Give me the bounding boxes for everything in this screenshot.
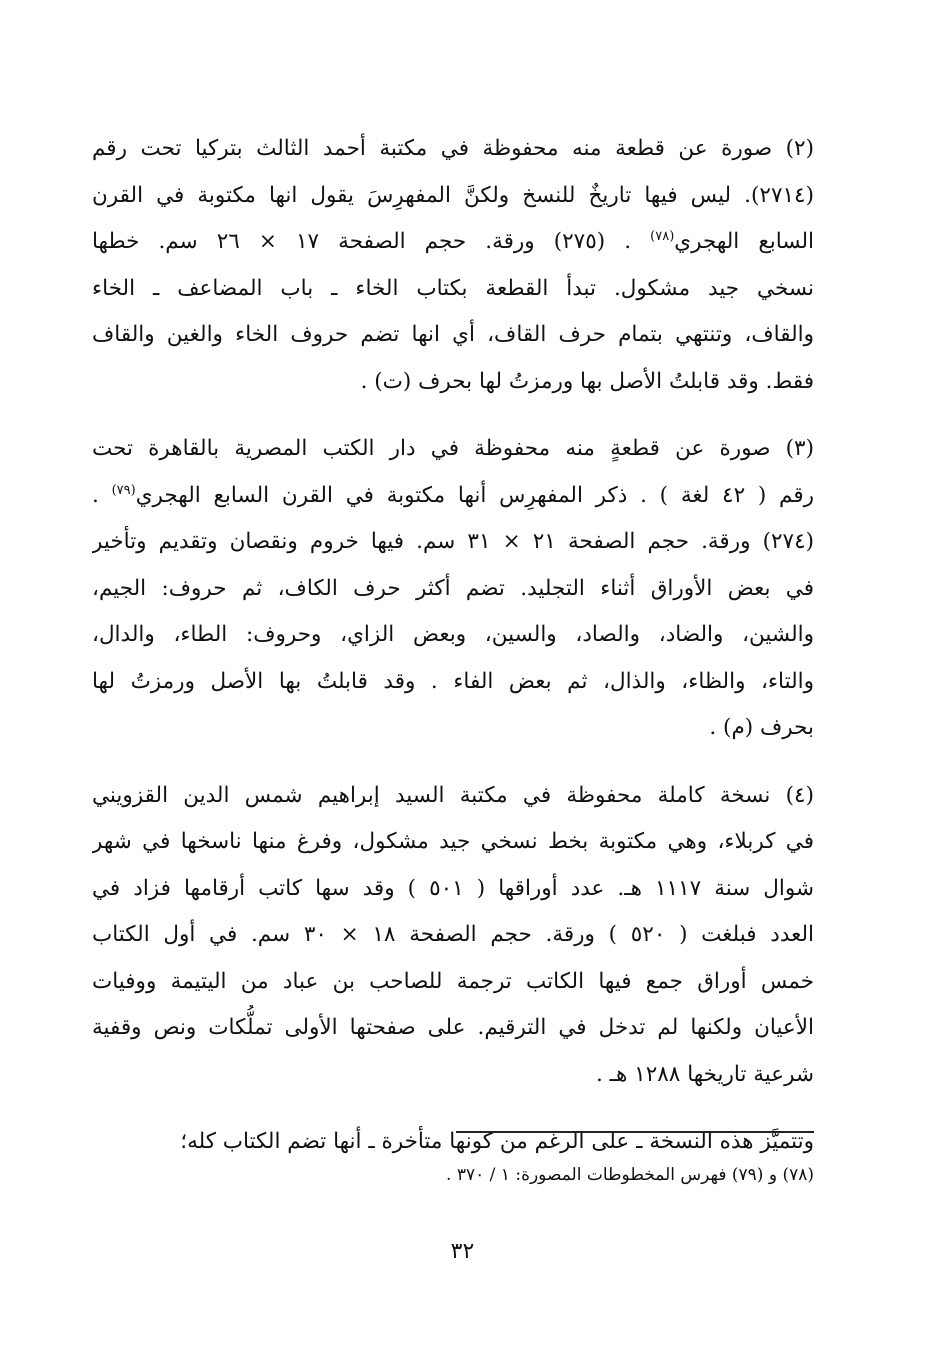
text-line: شرعية تاريخها ١٢٨٨ هـ . (596, 1061, 814, 1087)
text-segment: . (٢٧٥) ورقة. حجم الصفحة ١٧ × ٢٦ سم. (139, 229, 651, 254)
text-line: (٢٧٤) ورقة. حجم الصفحة ٢١ × ٣١ سم. فيها خروم ونقصان وتقديم وتأخير (92, 529, 814, 554)
text-line: العدد فبلغت ( ٥٢٠ ) ورقة. حجم الصفحة ١٨ × ٣٠ سم. في أول الكتاب (92, 922, 814, 947)
main-text (92, 126, 814, 1187)
footnote-reference[interactable]: (٧٩) (111, 482, 136, 498)
text-line: خمس أوراق جمع فيها الكاتب ترجمة للصاحب بن عباد من اليتيمة ووفيات (92, 968, 814, 994)
text-segment: . (92, 482, 112, 508)
text-line: شوال سنة ١١١٧ هـ. عدد أوراقها ( ٥٠١ ) وقد سها كاتب أرقامها فزاد في (92, 875, 814, 901)
text-line: والتاء، والظاء، والذال، ثم بعض الفاء . وقد قابلتُ بها الأصل ورمزتُ لها (92, 668, 814, 694)
text-line: في بعض الأوراق أثناء التجليد. تضم أكثر حرف الكاف، ثم حروف: الجيم، (92, 575, 814, 601)
text-line: والشين، والضاد، والصاد، والسين، وبعض الزاي، وحروف: الطاء، والدال، (92, 622, 814, 647)
text-line (92, 219, 814, 266)
footnote-reference[interactable]: (٧٨) (650, 228, 675, 244)
text-line: (٣) صورة عن قطعةٍ منه محفوظة في دار الكتب المصرية بالقاهرة تحت (92, 436, 814, 461)
text-line: (٢) صورة عن قطعة منه محفوظة في مكتبة أحمد الثالث بتركيا تحت رقم (92, 136, 814, 161)
text-line: وتتميَّز هذه النسخة ـ على الرغم من كونها متأخرة ـ أنها تضم الكتاب كله؛ (180, 1129, 814, 1154)
paragraph-manuscript-3 (92, 426, 814, 752)
text-segment: خطها (92, 229, 140, 254)
text-line: في كربلاء، وهي مكتوبة بخط نسخي جيد مشكول، وفرغ منها ناسخها في شهر (92, 829, 814, 854)
paragraph-manuscript-4 (92, 773, 814, 1099)
paragraph-manuscript-2 (92, 126, 814, 405)
text-segment: رقم ( ٤٢ لغة ) . ذكر المفهرِس أنها مكتوبة في القرن السابع الهجري (135, 482, 814, 508)
text-line: والقاف، وتنتهي بتمام حرف القاف، أي انها تضم حروف الخاء والغين والقاف (92, 322, 814, 347)
text-segment: السابع الهجري (674, 229, 814, 254)
text-line (92, 473, 814, 520)
text-line: الأعيان ولكنها لم تدخل في الترقيم. على صفحتها الأولى تملُّكات ونص وقفية (92, 1015, 814, 1040)
footnote: (٧٨) و (٧٩) فهرس المخطوطات المصورة: ١ / ٣٧٠ . (446, 1165, 814, 1185)
paragraph-conclusion (92, 1119, 814, 1166)
footnote-divider (456, 1131, 814, 1133)
text-line: بحرف (م) . (709, 715, 814, 740)
text-line: (٤) نسخة كاملة محفوظة في مكتبة السيد إبراهيم شمس الدين القزويني (92, 782, 814, 808)
text-line: (٢٧١٤). ليس فيها تاريخٌ للنسخ ولكنَّ المفهرِسَ يقول انها مكتوبة في القرن (92, 182, 814, 208)
page-number: ٣٢ (450, 1239, 475, 1264)
text-line: نسخي جيد مشكول. تبدأ القطعة بكتاب الخاء ـ باب المضاعف ـ الخاء (92, 275, 814, 301)
text-line: فقط. وقد قابلتُ الأصل بها ورمزتُ لها بحرف (ت) . (360, 368, 814, 394)
